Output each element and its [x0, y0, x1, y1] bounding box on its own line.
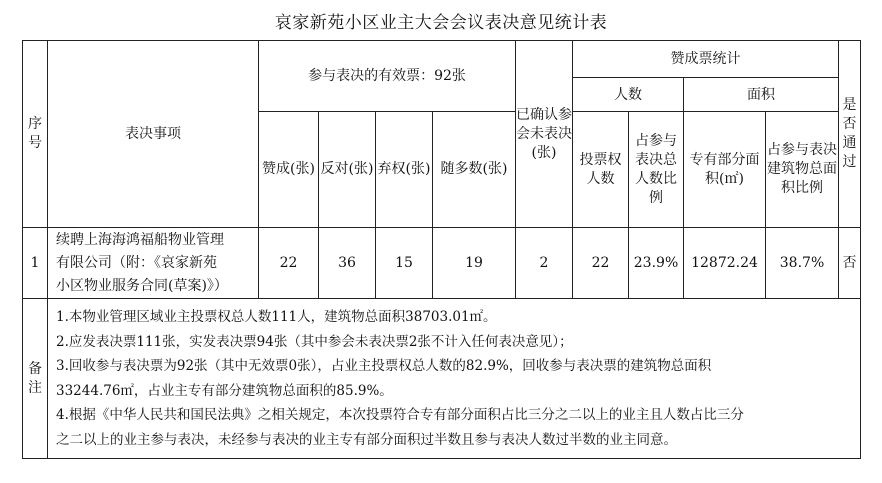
row-approve: 22 [259, 228, 319, 299]
row-matter [48, 228, 259, 299]
note-line-3: 3.回收参与表决票为92张（其中无效票0张），占业主投票权总人数的82.9%，回收参与表决票的建筑物总面积 [56, 358, 712, 374]
row-passed: 否 [839, 228, 861, 299]
row-abstain: 15 [376, 228, 433, 299]
row-matter-line-1: 续聘上海海鸿福船物业管理 [56, 231, 224, 248]
row-people-ratio: 23.9% [629, 228, 684, 299]
note-line-1: 1.本物业管理区域业主投票权总人数111人，建筑物总面积38703.01㎡。 [56, 309, 497, 325]
header-people: 人数 [573, 78, 684, 112]
note-line-6: 之二以上的业主参与表决，未经参与表决的业主专有部分面积过半数且参与表决人数过半数的业主同意。 [56, 431, 677, 448]
header-approve: 赞成(张) [259, 112, 319, 228]
notes-content [48, 299, 861, 459]
header-oppose: 反对(张) [319, 112, 376, 228]
header-voting-people: 投票权人数 [573, 112, 629, 228]
header-passed: 是否通过 [839, 41, 861, 228]
note-line-4: 33244.76㎡，占业主专有部分建筑物总面积的85.9%。 [56, 382, 393, 399]
row-area-ratio: 38.7% [766, 228, 839, 299]
header-approve-stats: 赞成票统计 [573, 41, 839, 78]
header-exclusive-area: 专有部分面积(㎡) [684, 112, 766, 228]
row-unvoted: 2 [516, 228, 573, 299]
header-matter: 表决事项 [48, 41, 259, 228]
header-valid-votes: 参与表决的有效票：92张 [259, 41, 516, 112]
row-matter-line-2: 有限公司（附：《哀家新苑 [56, 254, 217, 271]
header-seq: 序号 [23, 41, 48, 228]
header-people-ratio: 占参与表决总人数比例 [629, 112, 684, 228]
header-area-ratio: 占参与表决建筑物总面积比例 [766, 112, 839, 228]
page-title: 哀家新苑小区业主大会会议表决意见统计表 [274, 13, 608, 33]
note-line-2: 2.应发表决票111张，实发表决票94张（其中参会未表决票2张不计入任何表决意见）； [56, 333, 573, 350]
header-follow-majority: 随多数(张) [433, 112, 516, 228]
notes-label: 备注 [23, 299, 48, 459]
row-seq: 1 [23, 228, 48, 299]
row-oppose: 36 [319, 228, 376, 299]
header-abstain: 弃权(张) [376, 112, 433, 228]
table-row [23, 228, 861, 299]
header-area: 面积 [684, 78, 839, 112]
row-matter-line-3: 小区物业服务合同(草案)》） [56, 277, 228, 294]
row-exclusive-area: 12872.24 [684, 228, 766, 299]
note-line-5: 4.根据《中华人民共和国民法典》之相关规定，本次投票符合专有部分面积占比三分之二以上的业主且人数占比三分 [56, 407, 744, 423]
header-unvoted: 已确认参会未表决(张) [516, 41, 573, 228]
vote-statistics-table [22, 40, 861, 459]
row-follow-majority: 19 [433, 228, 516, 299]
row-voting-people: 22 [573, 228, 629, 299]
